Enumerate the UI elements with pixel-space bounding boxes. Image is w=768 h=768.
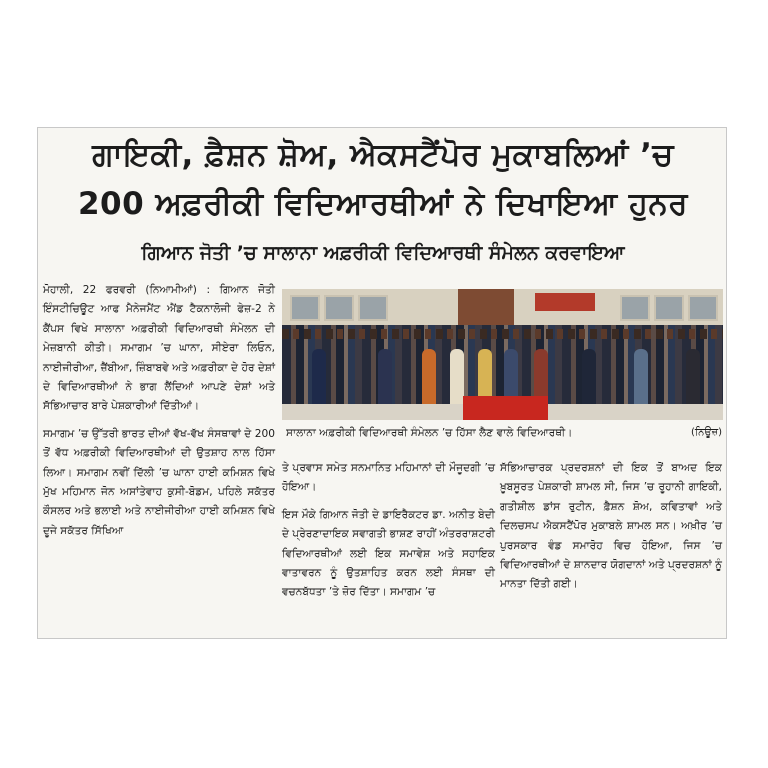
article-column-2 [282, 459, 495, 603]
photo-credit: (ਨਿਊਜ਼) [690, 427, 722, 438]
article-paragraph: ਸਮਾਗਮ ’ਚ ਉੱਤਰੀ ਭਾਰਤ ਦੀਆਂ ਵੱਖ-ਵੱਖ ਸੰਸਥਾਵਾਂ ਦੇ 200 ਤੋਂ ਵੱਧ ਅਫ਼ਰੀਕੀ ਵਿਦਿਆਰਥੀਆਂ ਦੀ ਉਤਸ਼ਾਹ ਨਾਲ ਹਿੱਸਾ ਲਿਆ। ਸਮਾਗਮ ਨਵੀਂ ਦਿੱਲੀ ’ਚ ਘਾਨਾ ਹਾਈ ਕਮਿਸ਼ਨ ਵਿਖੇ ਮੁੱਖ ਮਹਿਮਾਨ ਜੋਨ ਅਸਾਂਤੇਵਾਹ ਕੁਸੀ-ਬੋਡਮ, ਪਹਿਲੇ ਸਕੱਤਰ ਕੌਸਲਰ ਅਤੇ ਭਲਾਈ ਅਤੇ ਨਾਈਜੀਰੀਆ ਹਾਈ ਕਮਿਸ਼ਨ ਵਿਖੇ ਦੂਜੇ ਸਕੱਤਰ ਸਿੱਖਿਆ [43, 427, 275, 537]
newspaper-clipping [37, 127, 727, 639]
article-paragraph: ਸੱਭਿਆਚਾਰਕ ਪ੍ਰਦਰਸ਼ਨਾਂ ਦੀ ਇਕ ਤੋਂ ਬਾਅਦ ਇਕ ਖ਼ੂਬਸੂਰਤ ਪੇਸ਼ਕਾਰੀ ਸ਼ਾਮਲ ਸੀ, ਜਿਸ ’ਚ ਰੂਹਾਨੀ ਗਾਇਕੀ, ਗਤੀਸ਼ੀਲ ਡਾਂਸ ਰੁਟੀਨ, ਫ਼ੈਸ਼ਨ ਸ਼ੋਅ, ਕਵਿਤਾਵਾਂ ਅਤੇ ਦਿਲਚਸਪ ਐਕਸਟੈਂਪੋਰ ਮੁਕਾਬਲੇ ਸ਼ਾਮਲ ਸਨ। ਅਖ਼ੀਰ ’ਚ ਪੁਰਸਕਾਰ ਵੰਡ ਸਮਾਰੋਹ ਵਿਚ ਹੋਇਆ, ਜਿਸ ’ਚ ਵਿਦਿਆਰਥੀਆਂ ਦੇ ਸ਼ਾਨਦਾਰ ਯੋਗਦਾਨਾਂ ਅਤੇ ਪ੍ਰਦਰਸ਼ਨਾਂ ਨੂੰ ਮਾਨਤਾ ਦਿੱਤੀ ਗਈ। [500, 462, 722, 591]
photo-crowd-faces [282, 329, 723, 339]
subheadline: ਗਿਆਨ ਜੋਤੀ ’ਚ ਸਾਲਾਨਾ ਅਫ਼ਰੀਕੀ ਵਿਦਿਆਰਥੀ ਸੰਮੇਲਨ ਕਰਵਾਇਆ [141, 242, 625, 264]
article-column-1 [43, 281, 275, 541]
headline-line-2: 200 ਅਫ਼ਰੀਕੀ ਵਿਦਿਆਰਥੀਆਂ ਨੇ ਦਿਖਾਇਆ ਹੁਨਰ [77, 186, 689, 222]
article-column-3 [500, 459, 722, 595]
article-paragraph: ਮੋਹਾਲੀ, 22 ਫਰਵਰੀ (ਨਿਆਮੀਆਂ) : ਗਿਆਨ ਜੋਤੀ ਇੰਸਟੀਚਿਊਟ ਆਫ ਮੈਨੇਜਮੈਂਟ ਐਂਡ ਟੈਕਨਾਲੋਜੀ ਫੇਜ਼-2 ਨੇ ਕੈਂਪਸ ਵਿਖੇ ਸਾਲਾਨਾ ਅਫ਼ਰੀਕੀ ਵਿਦਿਆਰਥੀ ਸੰਮੇਲਨ ਦੀ ਮੇਜ਼ਬਾਨੀ ਕੀਤੀ। ਸਮਾਗਮ ’ਚ ਘਾਨਾ, ਸੀਏਰਾ ਲਿਓਨ, ਨਾਈਜੀਰੀਆ, ਜ਼ੈਂਬੀਆ, ਜ਼ਿੰਬਾਬਵੇ ਅਤੇ ਅਫ਼ਰੀਕਾ ਦੇ ਹੋਰ ਦੇਸ਼ਾਂ ਦੇ ਵਿਦਿਆਰਥੀਆਂ ਨੇ ਭਾਗ ਲੈਂਦਿਆਂ ਆਪਣੇ ਦੇਸ਼ਾਂ ਅਤੇ ਸੱਭਿਆਚਾਰ ਬਾਰੇ ਪੇਸ਼ਕਾਰੀਆਂ ਦਿੱਤੀਆਂ। [43, 284, 275, 413]
photo-window [620, 295, 650, 321]
photo-window [688, 295, 718, 321]
photo-window [290, 295, 320, 321]
article-paragraph: ਤੇ ਪ੍ਰਵਾਸ ਸਮੇਤ ਸਨਮਾਨਿਤ ਮਹਿਮਾਨਾਂ ਦੀ ਮੌਜੂਦਗੀ ’ਚ ਹੋਇਆ। [282, 462, 495, 494]
photo-red-carpet [463, 396, 548, 420]
event-group-photo [282, 289, 723, 420]
headline-line-1: ਗਾਇਕੀ, ਫ਼ੈਸ਼ਨ ਸ਼ੋਅ, ਐਕਸਟੈਂਪੋਰ ਮੁਕਾਬਲਿਆਂ ’ਚ [92, 137, 674, 173]
photo-window [654, 295, 684, 321]
photo-window [324, 295, 354, 321]
photo-window [358, 295, 388, 321]
article-paragraph: ਇਸ ਮੌਕੇ ਗਿਆਨ ਜੋਤੀ ਦੇ ਡਾਇਰੈਕਟਰ ਡਾ. ਅਨੀਤ ਬੇਦੀ ਦੇ ਪ੍ਰੇਰਣਾਦਾਇਕ ਸਵਾਗਤੀ ਭਾਸ਼ਣ ਰਾਹੀਂ ਅੰਤਰਰਾਸ਼ਟਰੀ ਵਿਦਿਆਰਥੀਆਂ ਲਈ ਇਕ ਸਮਾਵੇਸ਼ ਅਤੇ ਸਹਾਇਕ ਵਾਤਾਵਰਨ ਨੂੰ ਉਤਸ਼ਾਹਿਤ ਕਰਨ ਲਈ ਸੰਸਥਾ ਦੀ ਵਚਨਬੱਧਤਾ ’ਤੇ ਜ਼ੋਰ ਦਿੱਤਾ। ਸਮਾਗਮ ’ਚ [282, 508, 495, 599]
photo-banner [535, 293, 595, 311]
photo-caption: ਸਾਲਾਨਾ ਅਫ਼ਰੀਕੀ ਵਿਦਿਆਰਥੀ ਸੰਮੇਲਨ ’ਚ ਹਿੱਸਾ ਲੈਣ ਵਾਲੇ ਵਿਦਿਆਰਥੀ। [286, 427, 573, 439]
